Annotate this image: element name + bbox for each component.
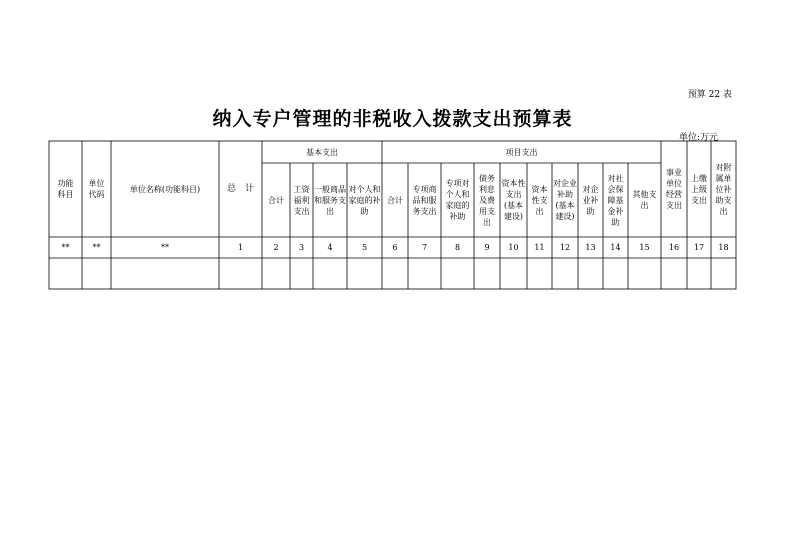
header-affiliated-subsidy: 对附属单位补助支出	[715, 162, 732, 216]
header-personal-subsidy: 对个人和家庭的补助	[348, 184, 381, 216]
index-cell: 10	[508, 243, 519, 252]
header-goods-services: 一般商品和服务支出	[314, 184, 346, 216]
index-cell: **	[92, 243, 101, 252]
index-cell: 5	[361, 243, 368, 252]
header-project-group: 项目支出	[505, 147, 538, 157]
header-debt-interest: 债务利息及费用支出	[479, 173, 495, 227]
index-cell: **	[61, 243, 70, 252]
index-cell: 18	[718, 243, 729, 252]
header-social-security: 对社会保障基金补助	[607, 173, 624, 227]
index-cell: 1	[237, 243, 244, 252]
header-remit-upper: 上缴上级支出	[691, 173, 707, 205]
index-cell: 6	[392, 243, 398, 252]
header-basic-group: 基本支出	[306, 147, 338, 157]
header-other: 其他支出	[632, 190, 657, 210]
header-unit-code: 单位代码	[88, 179, 105, 199]
header-enterprise-construction: 对企业补助(基本建设)	[553, 179, 577, 221]
index-cell: 13	[585, 243, 596, 252]
index-cell: 3	[298, 243, 305, 252]
index-cell: **	[161, 243, 169, 252]
form-number: 预算 22 表	[687, 90, 732, 100]
index-cell: 15	[639, 243, 650, 252]
header-capital: 资本性支出	[531, 184, 548, 216]
header-enterprise-subsidy: 对企业补助	[582, 184, 599, 216]
header-project-subtotal: 合计	[387, 195, 403, 205]
header-wage-welfare: 工资福利支出	[293, 184, 310, 216]
header-project-personal: 专项对个人和家庭的补助	[445, 179, 470, 221]
index-cell: 4	[327, 243, 333, 252]
unit-label: 单位:万元	[678, 133, 718, 143]
index-cell: 9	[484, 243, 490, 252]
index-cell: 11	[534, 243, 545, 252]
index-cell: 7	[421, 243, 428, 252]
header-total: 总 计	[226, 183, 254, 194]
page-title: 纳入专户管理的非税收入拨款支出预算表	[212, 108, 573, 130]
table-row	[49, 258, 736, 289]
index-cell: 2	[273, 243, 279, 252]
index-cell: 12	[559, 243, 571, 252]
index-cell: 16	[668, 243, 680, 252]
header-project-goods: 专项商品和服务支出	[412, 184, 437, 216]
index-cell: 14	[610, 243, 621, 252]
header-business-operation: 事业单位经营支出	[666, 168, 682, 210]
index-cell: 8	[454, 243, 461, 252]
header-basic-subtotal: 合计	[268, 195, 284, 205]
header-func-subject: 功能科目	[57, 179, 74, 199]
header-unit-name: 单位名称(功能科目)	[129, 184, 201, 194]
index-cell: 17	[693, 243, 705, 252]
header-capital-construction: 资本性支出(基本建设)	[501, 179, 526, 221]
